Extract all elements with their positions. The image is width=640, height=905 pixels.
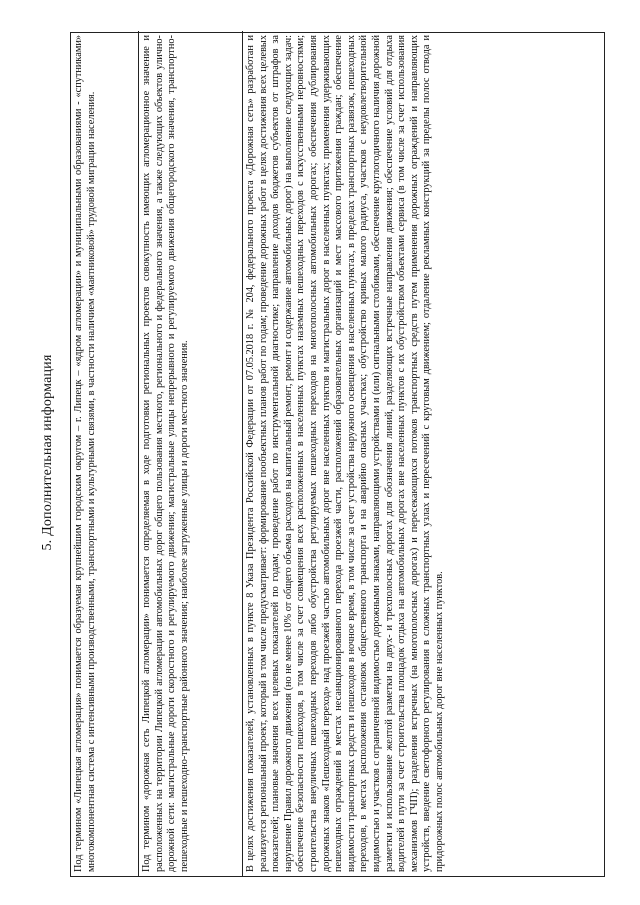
paragraph-road-network: Под термином «дорожная сеть Липецкой агломерации» понимается определяемая в ходе подготовки региональных проектов совокупность имеющих агломерационное значение и расположенных на территории Липецкой агломерации автомобильных дорог общего пользования местного, регионального и федерального значения, а также следующих объектов улично-дорожной сети: магистральные дороги скоростного и регулируемого движения; магистральные улицы непрерывного и регулируемого движения общегородского значения, транспортно-пешеходные и пешеходно-транспортные районного значения; наиболее загруженные улицы и дороги местного значения.: [138, 31, 242, 876]
paragraph-agglomeration: Под термином «Липецкая агломерация» понимается образуемая крупнейшим городским округом – г. Липецк – «ядром агломерации» и муниципальными образованиями - «спутниками» многокомпонентная система с интенсивными производственными, транспортными и культурными связями, в частности наличием «маятниковой» трудовой миграции населения.: [73, 35, 97, 872]
page-title: 5. Дополнительная информация: [40, 354, 55, 551]
info-table: [70, 32, 605, 877]
paragraph-regional-project: В целях достижения показателей, установленных в пункте 8 Указа Президента Российской Федерации от 07.05.2018 г. № 204, федерального проекта «Дорожная сеть» разработан и реализуется региональный проект, который в том числе предусматривает: формирование пообъектных планов работ по годам; проведение дорожных работ в целях достижения всех целевых показателей; плановые значения всех целевых показателей по годам; проведение работ по инструментальной диагностике; направление доходов бюджетов субъектов от штрафов за нарушение Правил дорожного движения (но не менее 10% от общего объема расходов на капитальный ремонт, ремонт и содержание автомобильных дорог) на выполнение следующих задач: обеспечение безопасности пешеходов, в том числе за счет совмещения всех расположенных в населенных пунктах наземных пешеходных переходов с искусственными неровностями; строительства внеуличных пешеходных переходов либо обустройства регулируемых пешеходных переходов на многополосных автомобильных дорогах; обеспечения дублирования дорожных знаков «Пешеходный переход» над проезжей частью автомобильных дорог вне населенных пунктов и магистральных дорог в населенных пунктах; применения удерживающих пешеходных ограждений в местах несанкционированного перехода проезжей части, расположений образовательных организаций и мест массового притяжения граждан; обеспечение видимости транспортных средств и пешеходов в ночное время, в том числе за счет устройства наружного освещения в населенных пунктах, в пределах транспортных развязок, пешеходных переходов, в местах расположения остановок общественного транспорта и на аварийно опасных участках; обустройство кривых малого радиуса, участков с неудовлетворительной видимостью и участков с ограниченной видимостью дорожными знаками, направляющими устройствами и (или) сигнальными столбиками, обеспечение круглогодичного наличия дорожной разметки и использование желтой разметки на двух- и трехполосных дорогах для обозначения линий, разделяющих встречные направления движения; обеспечение условий для отдыха водителей в пути за счет строительства площадок отдыха на автомобильных дорогах вне населенных пунктов с их обустройством объектами сервиса (в том числе за счет использования механизмов ГЧП); разделения встречных (на многополосных дорогах) и пересекающихся потоков транспортных средств путем применения дорожных ограждений и направляющих устройств, введение светофорного регулирования в сложных транспортных узлах и пересечений с круговым движением; отдаление рекламных конструкций за пределы полос отвода и придорожных полос автомобильных дорог вне населенных пунктов.: [242, 31, 606, 876]
